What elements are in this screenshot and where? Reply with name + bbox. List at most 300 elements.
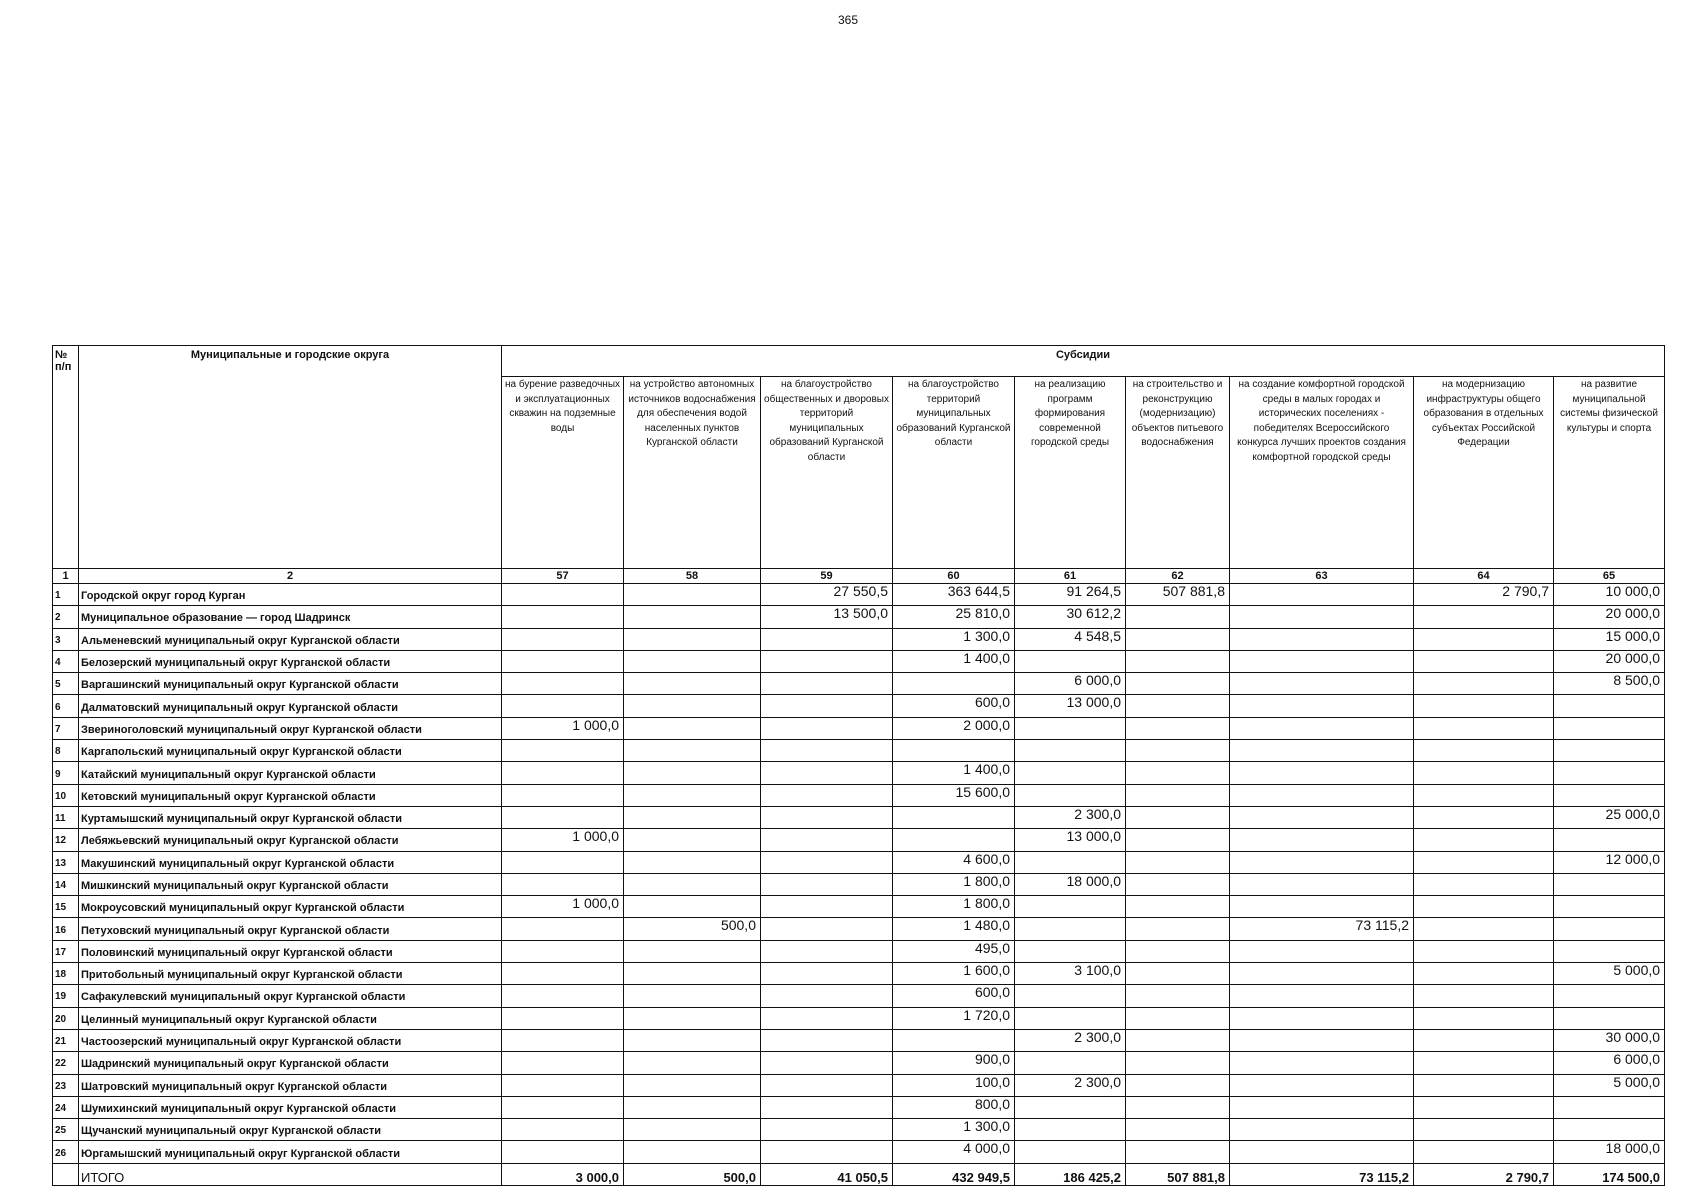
subsidy-value [502, 1119, 624, 1141]
subsidy-value [1230, 717, 1414, 739]
subsidy-value [1230, 650, 1414, 672]
subsidy-value [502, 584, 624, 606]
subsidy-value [502, 963, 624, 985]
subsidy-value [624, 851, 761, 873]
subsidy-value: 13 000,0 [1015, 829, 1126, 851]
subsidy-value: 12 000,0 [1554, 851, 1665, 873]
subsidy-value [1230, 695, 1414, 717]
municipality-name: Белозерский муниципальный округ Курганской области [79, 650, 502, 672]
total-value: 174 500,0 [1554, 1163, 1665, 1185]
subsidy-value [1554, 873, 1665, 895]
subsidy-value [761, 1096, 893, 1118]
row-number: 21 [53, 1029, 79, 1051]
column-number: 65 [1554, 569, 1665, 584]
municipality-name: Варгашинский муниципальный округ Курганской области [79, 673, 502, 695]
subsidy-value [1230, 896, 1414, 918]
subsidy-value [624, 606, 761, 628]
subsidy-value [1015, 717, 1126, 739]
total-value: 507 881,8 [1126, 1163, 1230, 1185]
subsidy-value [1015, 918, 1126, 940]
table-row [53, 762, 1665, 784]
subsidy-value [502, 1074, 624, 1096]
table-row [53, 784, 1665, 806]
municipality-name: Шумихинский муниципальный округ Курганской области [79, 1096, 502, 1118]
column-number: 58 [624, 569, 761, 584]
subsidy-value [1015, 940, 1126, 962]
row-number: 10 [53, 784, 79, 806]
subsidy-value: 1 300,0 [893, 628, 1015, 650]
subsidy-value: 4 548,5 [1015, 628, 1126, 650]
header-subsidies: Субсидии [502, 346, 1665, 377]
subsidy-value: 2 300,0 [1015, 1029, 1126, 1051]
subsidy-value [502, 1052, 624, 1074]
subsidy-value: 600,0 [893, 695, 1015, 717]
subsidy-value [1554, 1007, 1665, 1029]
subsidy-value: 2 300,0 [1015, 806, 1126, 828]
subsidy-value: 1 000,0 [502, 896, 624, 918]
subsidy-value [624, 1007, 761, 1029]
subsidy-value [1015, 896, 1126, 918]
subsidy-value [624, 650, 761, 672]
subsidy-value: 13 000,0 [1015, 695, 1126, 717]
subsidy-value [1126, 1141, 1230, 1163]
row-number: 5 [53, 673, 79, 695]
subsidy-value [893, 740, 1015, 762]
subsidy-value [624, 1074, 761, 1096]
subsidy-value [1230, 873, 1414, 895]
subsidy-value [1554, 829, 1665, 851]
municipality-name: Целинный муниципальный округ Курганской области [79, 1007, 502, 1029]
subsidy-value [1554, 740, 1665, 762]
subsidy-value [502, 784, 624, 806]
subsidy-value: 73 115,2 [1230, 918, 1414, 940]
subsidy-value: 100,0 [893, 1074, 1015, 1096]
column-number: 64 [1414, 569, 1554, 584]
subsidy-value [761, 673, 893, 695]
subsidy-value [1126, 1096, 1230, 1118]
header-col-62: на строительство и реконструкцию (модернизацию) объектов питьевого водоснабжения [1126, 377, 1230, 569]
subsidy-value [1230, 1074, 1414, 1096]
subsidy-value: 1 300,0 [893, 1119, 1015, 1141]
subsidy-value: 1 400,0 [893, 762, 1015, 784]
row-number: 23 [53, 1074, 79, 1096]
subsidy-value [624, 584, 761, 606]
subsidy-value [1414, 963, 1554, 985]
subsidy-value [502, 650, 624, 672]
total-value: 500,0 [624, 1163, 761, 1185]
subsidy-value [1414, 985, 1554, 1007]
subsidy-value [1230, 628, 1414, 650]
subsidy-value [1015, 1096, 1126, 1118]
row-number: 13 [53, 851, 79, 873]
subsidy-value [1015, 1007, 1126, 1029]
subsidy-value [502, 740, 624, 762]
subsidy-value [761, 873, 893, 895]
municipality-name: Шадринский муниципальный округ Курганской области [79, 1052, 502, 1074]
subsidy-value [1414, 606, 1554, 628]
header-col-65: на развитие муниципальной системы физической культуры и спорта [1554, 377, 1665, 569]
subsidy-value: 27 550,5 [761, 584, 893, 606]
total-row [53, 1163, 1665, 1185]
table-row [53, 806, 1665, 828]
row-number: 12 [53, 829, 79, 851]
column-number: 60 [893, 569, 1015, 584]
subsidy-value [1554, 784, 1665, 806]
subsidy-value [1126, 740, 1230, 762]
row-number: 7 [53, 717, 79, 739]
subsidy-value [1126, 896, 1230, 918]
subsidy-value [1230, 985, 1414, 1007]
subsidy-value [1126, 673, 1230, 695]
subsidy-value: 25 000,0 [1554, 806, 1665, 828]
column-number-row [53, 569, 1665, 584]
subsidy-value [624, 695, 761, 717]
table-row [53, 717, 1665, 739]
subsidy-value [1414, 851, 1554, 873]
municipality-name: Мишкинский муниципальный округ Курганской области [79, 873, 502, 895]
subsidy-value [761, 695, 893, 717]
subsidy-value [1230, 1096, 1414, 1118]
subsidy-value [1230, 851, 1414, 873]
subsidy-value [1230, 963, 1414, 985]
header-col-60: на благоустройство территорий муниципальных образований Курганской области [893, 377, 1015, 569]
subsidy-value: 4 000,0 [893, 1141, 1015, 1163]
subsidy-value [1015, 1119, 1126, 1141]
subsidy-value: 1 480,0 [893, 918, 1015, 940]
subsidy-value [502, 606, 624, 628]
subsidy-value [502, 1007, 624, 1029]
subsidy-value [761, 650, 893, 672]
table-row [53, 695, 1665, 717]
subsidy-value [761, 740, 893, 762]
municipality-name: Муниципальное образование — город Шадринск [79, 606, 502, 628]
row-number: 20 [53, 1007, 79, 1029]
subsidy-value [1015, 851, 1126, 873]
municipality-name: Щучанский муниципальный округ Курганской области [79, 1119, 502, 1141]
row-number: 8 [53, 740, 79, 762]
subsidy-value: 15 000,0 [1554, 628, 1665, 650]
subsidy-value [1126, 806, 1230, 828]
municipality-name: Каргапольский муниципальный округ Курганской области [79, 740, 502, 762]
subsidy-value [502, 762, 624, 784]
column-number: 62 [1126, 569, 1230, 584]
subsidy-value: 495,0 [893, 940, 1015, 962]
subsidy-value [502, 851, 624, 873]
header-col-59: на благоустройство общественных и дворовых территорий муниципальных образований Курганской области [761, 377, 893, 569]
municipality-name: Альменевский муниципальный округ Курганской области [79, 628, 502, 650]
subsidy-value [1414, 1096, 1554, 1118]
subsidy-value [1230, 1141, 1414, 1163]
subsidy-value [1414, 717, 1554, 739]
subsidy-value [624, 963, 761, 985]
subsidy-value: 91 264,5 [1015, 584, 1126, 606]
subsidy-value [1414, 784, 1554, 806]
total-value: 41 050,5 [761, 1163, 893, 1185]
subsidy-value [761, 829, 893, 851]
row-number: 14 [53, 873, 79, 895]
municipality-name: Частоозерский муниципальный округ Курганской области [79, 1029, 502, 1051]
subsidy-value [893, 806, 1015, 828]
subsidy-value [1015, 784, 1126, 806]
subsidy-value: 1 600,0 [893, 963, 1015, 985]
total-value: 432 949,5 [893, 1163, 1015, 1185]
table-row [53, 650, 1665, 672]
row-number: 6 [53, 695, 79, 717]
header-num: № п/п [53, 346, 79, 569]
subsidy-value [502, 918, 624, 940]
subsidy-value [761, 896, 893, 918]
table-row [53, 918, 1665, 940]
table-row [53, 1074, 1665, 1096]
subsidy-value [1554, 918, 1665, 940]
municipality-name: Куртамышский муниципальный округ Курганской области [79, 806, 502, 828]
subsidy-value [761, 784, 893, 806]
subsidy-value [624, 740, 761, 762]
subsidy-value: 2 790,7 [1414, 584, 1554, 606]
subsidy-value [1126, 851, 1230, 873]
subsidy-value [1126, 628, 1230, 650]
subsidy-value [1015, 1052, 1126, 1074]
subsidy-value: 30 612,2 [1015, 606, 1126, 628]
subsidy-value [1414, 740, 1554, 762]
subsidy-value [893, 829, 1015, 851]
table-row [53, 1141, 1665, 1163]
subsidy-value [1414, 940, 1554, 962]
total-value: 73 115,2 [1230, 1163, 1414, 1185]
subsidy-value [1554, 985, 1665, 1007]
subsidy-value: 1 000,0 [502, 717, 624, 739]
table-row [53, 963, 1665, 985]
subsidy-value [624, 717, 761, 739]
table-row [53, 1119, 1665, 1141]
municipality-name: Катайский муниципальный округ Курганской области [79, 762, 502, 784]
subsidy-value [761, 1141, 893, 1163]
subsidy-value [761, 806, 893, 828]
subsidy-value [1230, 1029, 1414, 1051]
subsidy-value [502, 1141, 624, 1163]
subsidy-value [624, 762, 761, 784]
row-number: 17 [53, 940, 79, 962]
header-col-64: на модернизацию инфраструктуры общего образования в отдельных субъектах Российской Федерации [1414, 377, 1554, 569]
subsidy-value [502, 940, 624, 962]
subsidy-value [1126, 717, 1230, 739]
table-row [53, 851, 1665, 873]
subsidy-value [1414, 918, 1554, 940]
subsidy-value [761, 851, 893, 873]
table-row [53, 940, 1665, 962]
subsidy-value [502, 1096, 624, 1118]
column-number: 2 [79, 569, 502, 584]
header-col-63: на создание комфортной городской среды в малых городах и исторических поселениях - победителях Всероссийского конкурса лучших проектов создания комфортной городской среды [1230, 377, 1414, 569]
municipality-name: Городской округ город Курган [79, 584, 502, 606]
subsidy-value [761, 1052, 893, 1074]
subsidy-value [1414, 1074, 1554, 1096]
subsidy-value [761, 940, 893, 962]
table-row [53, 873, 1665, 895]
row-number: 4 [53, 650, 79, 672]
table-row [53, 829, 1665, 851]
total-value: 2 790,7 [1414, 1163, 1554, 1185]
subsidy-value [1126, 762, 1230, 784]
subsidy-value [1414, 628, 1554, 650]
municipality-name: Шатровский муниципальный округ Курганской области [79, 1074, 502, 1096]
municipality-name: Далматовский муниципальный округ Курганской области [79, 695, 502, 717]
subsidy-value: 600,0 [893, 985, 1015, 1007]
subsidy-value [624, 896, 761, 918]
subsidy-value [1126, 784, 1230, 806]
municipality-name: Звериноголовский муниципальный округ Курганской области [79, 717, 502, 739]
subsidy-value [761, 717, 893, 739]
subsidy-value [1126, 873, 1230, 895]
municipality-name: Притобольный муниципальный округ Курганской области [79, 963, 502, 985]
subsidy-value: 800,0 [893, 1096, 1015, 1118]
subsidy-value: 507 881,8 [1126, 584, 1230, 606]
municipality-name: Лебяжьевский муниципальный округ Курганской области [79, 829, 502, 851]
row-number: 26 [53, 1141, 79, 1163]
column-number: 63 [1230, 569, 1414, 584]
subsidy-value [624, 985, 761, 1007]
subsidy-value: 20 000,0 [1554, 606, 1665, 628]
subsidy-value [624, 873, 761, 895]
subsidy-value [1126, 1029, 1230, 1051]
subsidy-value: 18 000,0 [1015, 873, 1126, 895]
subsidy-value [1126, 1052, 1230, 1074]
subsidy-value [624, 806, 761, 828]
subsidy-value [1230, 806, 1414, 828]
municipality-name: Сафакулевский муниципальный округ Курганской области [79, 985, 502, 1007]
row-number: 19 [53, 985, 79, 1007]
subsidy-value [624, 628, 761, 650]
subsidy-value [1126, 940, 1230, 962]
row-number: 24 [53, 1096, 79, 1118]
subsidy-value [1126, 918, 1230, 940]
subsidy-value [761, 963, 893, 985]
subsidy-value [1015, 1141, 1126, 1163]
subsidy-value [1230, 740, 1414, 762]
header-col-61: на реализацию программ формирования современной городской среды [1015, 377, 1126, 569]
subsidy-value [1554, 1119, 1665, 1141]
subsidy-value: 5 000,0 [1554, 1074, 1665, 1096]
subsidy-value [1230, 606, 1414, 628]
subsidy-value [1126, 963, 1230, 985]
subsidy-value [1414, 1052, 1554, 1074]
row-number: 16 [53, 918, 79, 940]
subsidy-value: 5 000,0 [1554, 963, 1665, 985]
subsidy-value [1414, 1141, 1554, 1163]
page-number: 365 [837, 13, 859, 27]
subsidy-value [1015, 762, 1126, 784]
total-value: 186 425,2 [1015, 1163, 1126, 1185]
subsidy-value [761, 918, 893, 940]
subsidy-value [761, 985, 893, 1007]
subsidy-value [502, 1029, 624, 1051]
table-row [53, 606, 1665, 628]
subsidy-value [761, 1074, 893, 1096]
subsidy-value [1230, 1119, 1414, 1141]
total-label: ИТОГО [79, 1163, 502, 1185]
subsidy-value [624, 784, 761, 806]
subsidy-value [502, 806, 624, 828]
row-number: 22 [53, 1052, 79, 1074]
subsidy-value [1230, 1007, 1414, 1029]
row-number: 25 [53, 1119, 79, 1141]
subsidy-value: 6 000,0 [1554, 1052, 1665, 1074]
subsidy-value [1015, 740, 1126, 762]
row-number: 18 [53, 963, 79, 985]
table-row [53, 896, 1665, 918]
subsidy-value [624, 1029, 761, 1051]
subsidy-value [1015, 650, 1126, 672]
subsidy-value [1414, 896, 1554, 918]
table-row [53, 1007, 1665, 1029]
subsidy-value [624, 1052, 761, 1074]
subsidy-value: 13 500,0 [761, 606, 893, 628]
subsidy-value [1126, 606, 1230, 628]
subsidy-value [1126, 1074, 1230, 1096]
subsidy-value [893, 1029, 1015, 1051]
subsidy-value [1414, 1119, 1554, 1141]
municipality-name: Кетовский муниципальный округ Курганской области [79, 784, 502, 806]
column-number: 57 [502, 569, 624, 584]
table-row [53, 985, 1665, 1007]
subsidies-table [52, 345, 1665, 1186]
table-row [53, 1029, 1665, 1051]
subsidy-value [1230, 940, 1414, 962]
subsidy-value [1230, 762, 1414, 784]
row-number: 11 [53, 806, 79, 828]
table-body [53, 584, 1665, 1186]
subsidy-value [1230, 784, 1414, 806]
subsidy-value: 3 100,0 [1015, 963, 1126, 985]
row-number: 15 [53, 896, 79, 918]
subsidy-value [1554, 695, 1665, 717]
subsidy-value [1414, 762, 1554, 784]
subsidy-value: 18 000,0 [1554, 1141, 1665, 1163]
subsidy-value: 20 000,0 [1554, 650, 1665, 672]
column-number: 59 [761, 569, 893, 584]
subsidy-value: 1 720,0 [893, 1007, 1015, 1029]
subsidy-value [1126, 1007, 1230, 1029]
subsidy-value [1414, 1029, 1554, 1051]
subsidy-value [1230, 1052, 1414, 1074]
subsidy-value [1414, 695, 1554, 717]
subsidy-value [1126, 829, 1230, 851]
subsidy-value: 900,0 [893, 1052, 1015, 1074]
table-row [53, 1052, 1665, 1074]
total-value: 3 000,0 [502, 1163, 624, 1185]
header-col-58: на устройство автономных источников водоснабжения для обеспечения водой населенных пунктов Курганской области [624, 377, 761, 569]
municipality-name: Петуховский муниципальный округ Курганской области [79, 918, 502, 940]
subsidy-value [1126, 695, 1230, 717]
subsidy-value: 500,0 [624, 918, 761, 940]
total-empty-cell [53, 1163, 79, 1185]
subsidy-value: 2 000,0 [893, 717, 1015, 739]
subsidy-value: 1 400,0 [893, 650, 1015, 672]
subsidy-value: 1 000,0 [502, 829, 624, 851]
subsidy-value [624, 940, 761, 962]
subsidy-value [1230, 829, 1414, 851]
subsidy-value [502, 873, 624, 895]
subsidy-value [1554, 1096, 1665, 1118]
subsidy-value [1414, 829, 1554, 851]
subsidy-value [624, 1096, 761, 1118]
municipality-name: Макушинский муниципальный округ Курганской области [79, 851, 502, 873]
subsidy-value [1230, 673, 1414, 695]
subsidy-value [502, 695, 624, 717]
subsidy-value [502, 628, 624, 650]
column-number: 1 [53, 569, 79, 584]
row-number: 2 [53, 606, 79, 628]
